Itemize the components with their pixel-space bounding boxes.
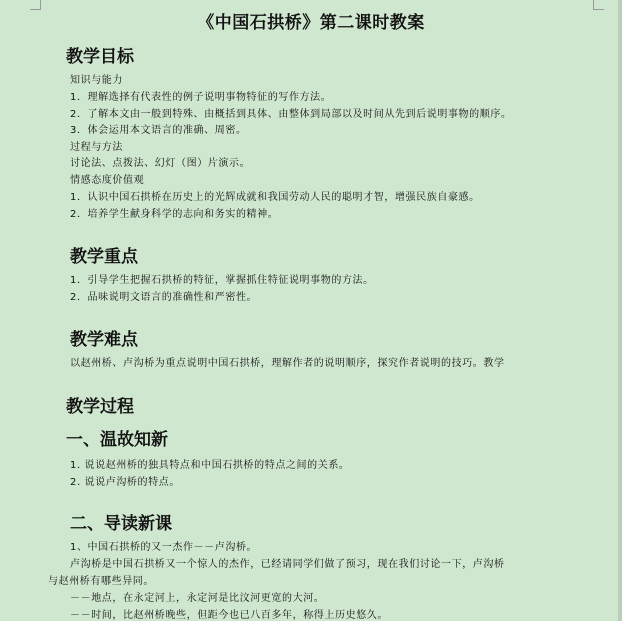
key-points-line: 1．引导学生把握石拱桥的特征，掌握抓住特征说明事物的方法。 xyxy=(70,275,374,286)
new-lesson-heading: 二、导读新课 xyxy=(70,514,172,534)
new-lesson-line: －－地点，在永定河上，永定河是比汶河更宽的大河。 xyxy=(70,593,325,604)
new-lesson-line: 卢沟桥是中国石拱桥又一个惊人的杰作，已经请同学们做了预习，现在我们讨论一下，卢沟桥 xyxy=(70,559,505,570)
review-line: 1. 说说赵州桥的独具特点和中国石拱桥的特点之间的关系。 xyxy=(70,460,350,471)
review-line: 2. 说说卢沟桥的特点。 xyxy=(70,477,180,488)
goals-heading: 教学目标 xyxy=(66,47,134,67)
new-lesson-line: －－时间，比赵州桥晚些，但距今也已八百多年，称得上历史悠久。 xyxy=(70,610,388,621)
process-heading: 教学过程 xyxy=(66,397,134,417)
difficulties-heading: 教学难点 xyxy=(70,330,138,350)
goals-line: 过程与方法 xyxy=(70,142,123,153)
goals-line: 2．了解本文由一般到特殊、由概括到具体、由整体到局部以及时间从先到后说明事物的顺序。 xyxy=(70,109,512,120)
new-lesson-line: 1、中国石拱桥的又一杰作－－卢沟桥。 xyxy=(70,542,258,553)
goals-line: 1．认识中国石拱桥在历史上的光辉成就和我国劳动人民的聪明才智，增强民族自豪感。 xyxy=(70,192,480,203)
key-points-heading: 教学重点 xyxy=(70,247,138,267)
difficulties-line: 以赵州桥、卢沟桥为重点说明中国石拱桥，理解作者的说明顺序，探究作者说明的技巧。教学 xyxy=(70,358,505,369)
goals-line: 情感态度价值观 xyxy=(70,175,145,186)
goals-line: 讨论法、点拨法、幻灯（图）片演示。 xyxy=(70,158,251,169)
review-heading: 一、温故知新 xyxy=(66,430,168,450)
document-title: 《中国石拱桥》第二课时教案 xyxy=(197,13,425,33)
page-edge xyxy=(618,0,622,621)
key-points-line: 2．品味说明文语言的准确性和严密性。 xyxy=(70,292,258,303)
new-lesson-line: 与赵州桥有哪些异同。 xyxy=(48,576,154,587)
goals-line: 1．理解选择有代表性的例子说明事物特征的写作方法。 xyxy=(70,92,332,103)
goals-line: 知识与能力 xyxy=(70,75,123,86)
goals-line: 3．体会运用本文语言的准确、周密。 xyxy=(70,125,247,136)
goals-line: 2．培养学生献身科学的志向和务实的精神。 xyxy=(70,209,279,220)
